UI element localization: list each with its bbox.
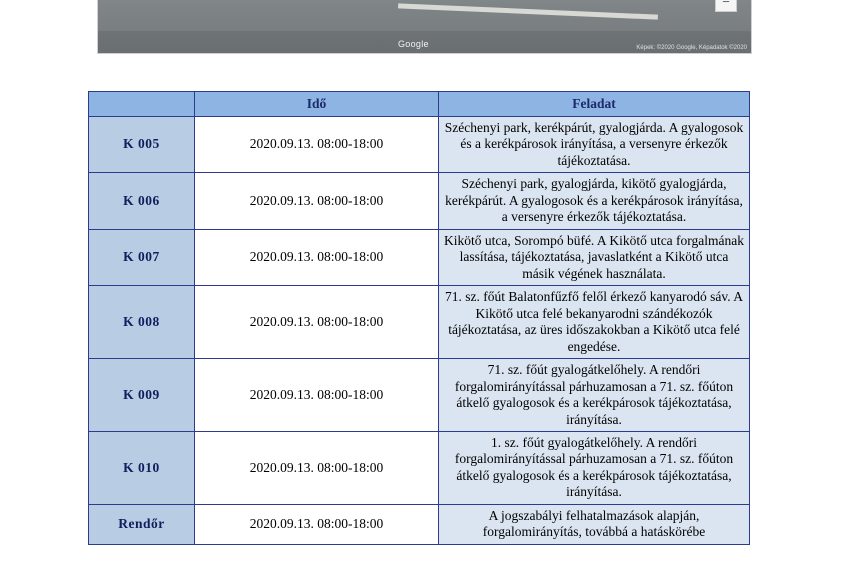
column-header-task: Feladat xyxy=(439,92,750,117)
table-row xyxy=(89,117,750,173)
row-time: 2020.09.13. 08:00-18:00 xyxy=(195,117,439,173)
row-task: 71. sz. főút Balatonfűzfő felől érkező kanyarodó sáv. A Kikötő utca felé bekanyarodni szándékozók tájékoztatása, az üres időszakokban a Kikötő utca felé engedése. xyxy=(439,286,750,359)
zoom-out-button[interactable]: − xyxy=(716,0,736,11)
row-time: 2020.09.13. 08:00-18:00 xyxy=(195,504,439,544)
row-task: Széchenyi park, gyalogjárda, kikötő gyalogjárda, kerékpárút. A gyalogosok és a kerékpárosok irányítása, a versenyre érkezők tájékoztatása. xyxy=(439,173,750,229)
google-logo: Google xyxy=(398,39,429,49)
row-time: 2020.09.13. 08:00-18:00 xyxy=(195,359,439,432)
column-header-code xyxy=(89,92,195,117)
row-time: 2020.09.13. 08:00-18:00 xyxy=(195,173,439,229)
row-time: 2020.09.13. 08:00-18:00 xyxy=(195,286,439,359)
row-code: Rendőr xyxy=(89,504,195,544)
row-code: K 009 xyxy=(89,359,195,432)
row-task: A jogszabályi felhatalmazások alapján, forgalomirányítás, továbbá a hatáskörébe xyxy=(439,504,750,544)
row-task: Kikötő utca, Sorompó büfé. A Kikötő utca forgalmának lassítása, tájékoztatása, javaslatként a Kikötő utca másik végének használata. xyxy=(439,229,750,285)
row-code: K 005 xyxy=(89,117,195,173)
row-task: 71. sz. főút gyalogátkelőhely. A rendőri forgalomirányítással párhuzamosan a 71. sz. főúton átkelő gyalogosok és a kerékpárosok tájékoztatása, irányítása. xyxy=(439,359,750,432)
row-code: K 008 xyxy=(89,286,195,359)
row-time: 2020.09.13. 08:00-18:00 xyxy=(195,229,439,285)
image-attribution: Képek: ©2020 Google, Képadatok ©2020 xyxy=(636,45,747,51)
zoom-controls[interactable] xyxy=(715,0,737,12)
table-row xyxy=(89,359,750,432)
row-code: K 010 xyxy=(89,431,195,504)
row-time: 2020.09.13. 08:00-18:00 xyxy=(195,431,439,504)
row-code: K 006 xyxy=(89,173,195,229)
assignment-table xyxy=(88,91,750,545)
table-header-row xyxy=(89,92,750,117)
row-task: 1. sz. főút gyalogátkelőhely. A rendőri forgalomirányítással párhuzamosan a 71. sz. főúton átkelő gyalogosok és a kerékpárosok tájékoztatása, irányítása. xyxy=(439,431,750,504)
column-header-time: Idő xyxy=(195,92,439,117)
table-row xyxy=(89,229,750,285)
table-row xyxy=(89,286,750,359)
table-row xyxy=(89,504,750,544)
streetview-image xyxy=(97,0,752,54)
row-code: K 007 xyxy=(89,229,195,285)
table-row xyxy=(89,431,750,504)
row-task: Széchenyi park, kerékpárút, gyalogjárda. A gyalogosok és a kerékpárosok irányítása, a versenyre érkezők tájékoztatása. xyxy=(439,117,750,173)
table-row xyxy=(89,173,750,229)
